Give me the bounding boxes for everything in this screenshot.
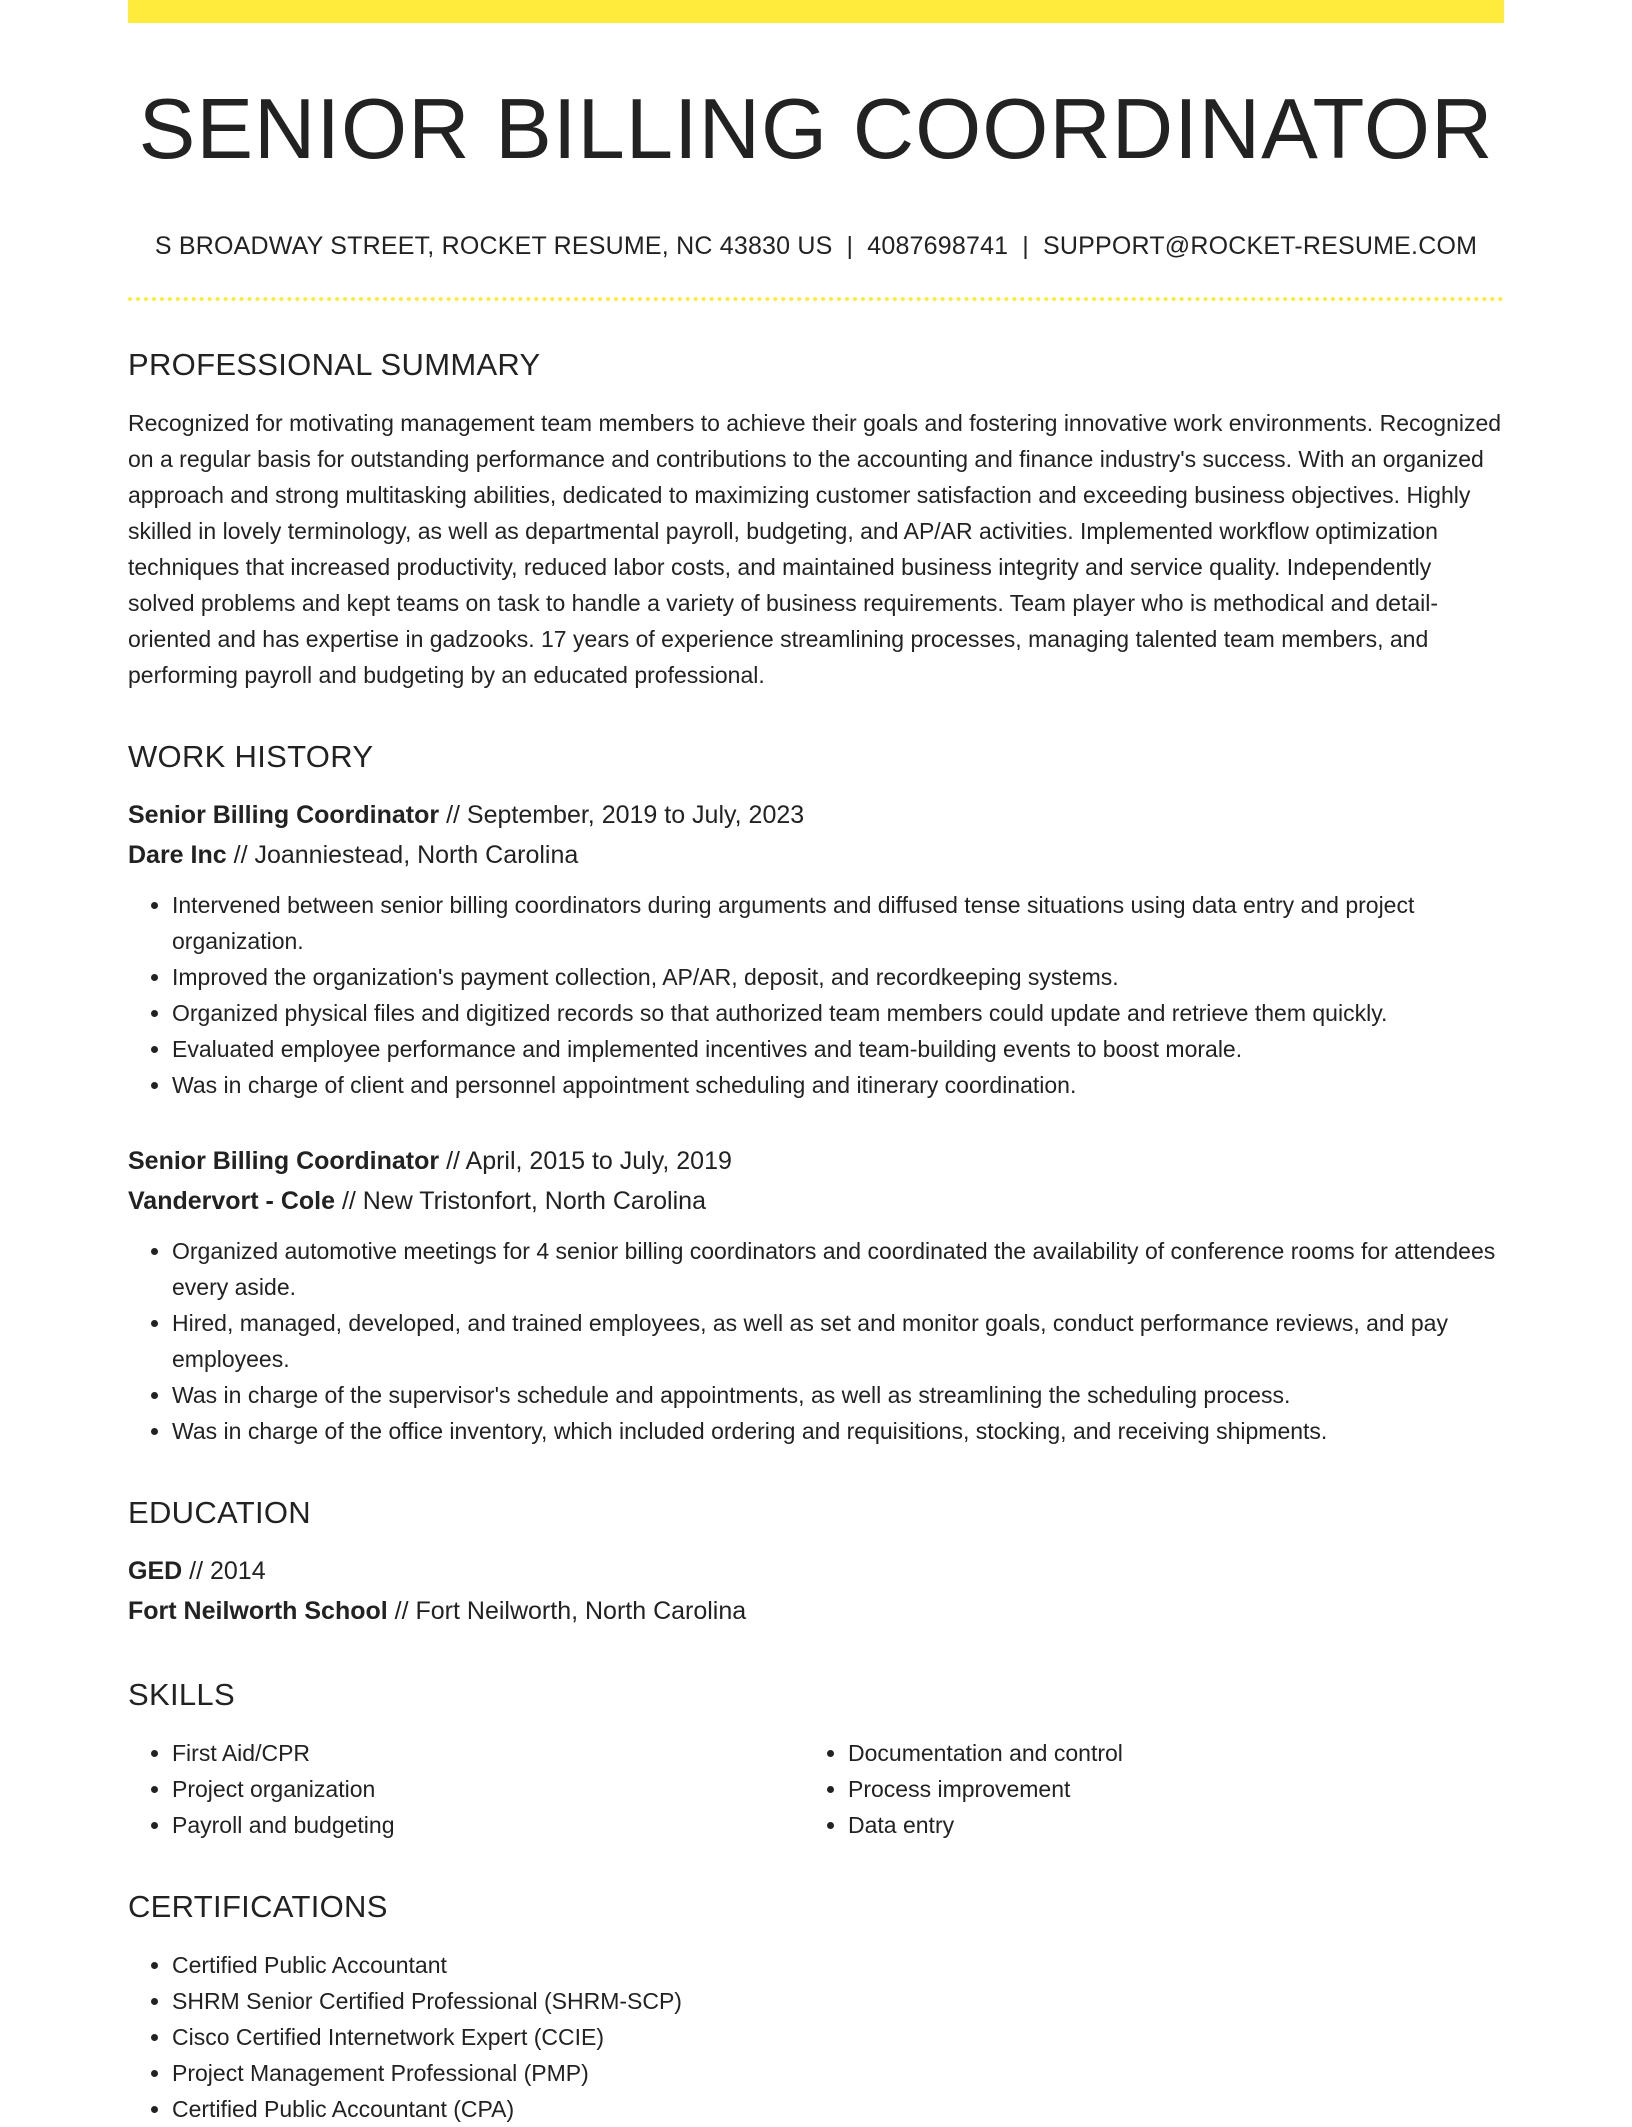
certification-item: • Project Management Professional (PMP): [172, 2055, 1504, 2091]
job-bullet: • Was in charge of the supervisor's schedule and appointments, as well as streamlining the scheduling process.: [172, 1377, 1504, 1413]
work-history-heading: WORK HISTORY: [128, 738, 374, 774]
skills-column-right: [806, 1735, 1428, 1843]
job-company: Vandervort - Cole: [128, 1186, 335, 1215]
job-dates: // September, 2019 to July, 2023: [446, 800, 805, 829]
resume-page: [128, 0, 1504, 2127]
education-degree-line: [128, 1551, 1504, 1591]
job-bullet: • Evaluated employee performance and implemented incentives and team-building events to boost morale.: [172, 1031, 1504, 1067]
job-bullet: • Improved the organization's payment collection, AP/AR, deposit, and recordkeeping systems.: [172, 959, 1504, 995]
job-location: // Joanniestead, North Carolina: [233, 840, 579, 869]
skill-item: • First Aid/CPR: [172, 1735, 806, 1771]
job-company-line: [128, 1181, 1504, 1221]
education-school-line: [128, 1591, 1504, 1631]
job-role-line: [128, 1141, 1504, 1181]
skill-item: • Documentation and control: [848, 1735, 1428, 1771]
skills-heading: SKILLS: [128, 1676, 235, 1712]
dotted-divider: [128, 297, 1504, 301]
education-entry: [128, 1551, 1504, 1631]
job-bullet: • Organized physical files and digitized records so that authorized team members could update and retrieve them quickly.: [172, 995, 1504, 1031]
job-location: // New Tristonfort, North Carolina: [341, 1186, 706, 1215]
top-accent-bar: [128, 0, 1504, 23]
summary-text: Recognized for motivating management team members to achieve their goals and fostering innovative work environments. Recognized on a regular basis for outstanding performance and contributions to the accounting and finance industry's success. With an organized approach and strong multitasking abilities, dedicated to maximizing customer satisfaction and exceeding business objectives. Highly skilled in lovely terminology, as well as departmental payroll, budgeting, and AP/AR activities. Implemented workflow optimization techniques that increased productivity, reduced labor costs, and maintained business integrity and service quality. Independently solved problems and kept teams on task to handle a variety of business requirements. Team player who is methodical and detail-oriented and has expertise in gadzooks. 17 years of experience streamlining processes, managing talented team members, and performing payroll and budgeting by an educated professional.: [128, 409, 1502, 688]
education-heading: EDUCATION: [128, 1494, 311, 1530]
resume-title: SENIOR BILLING COORDINATOR: [138, 82, 1494, 177]
job-role: Senior Billing Coordinator: [128, 800, 440, 829]
education-degree: GED: [128, 1556, 183, 1585]
job-bullet: • Hired, managed, developed, and trained employees, as well as set and monitor goals, conduct performance reviews, and pay employees.: [172, 1305, 1504, 1377]
phone: 4087698741: [867, 231, 1009, 260]
certification-item: • SHRM Senior Certified Professional (SHRM-SCP): [172, 1983, 1504, 2019]
education-location: // Fort Neilworth, North Carolina: [394, 1596, 747, 1625]
contact-line: [128, 232, 1504, 261]
job-company: Dare Inc: [128, 840, 227, 869]
job-entry: [128, 1141, 1504, 1449]
skills-list: [128, 1735, 1504, 1843]
skill-item: • Payroll and budgeting: [172, 1807, 806, 1843]
job-bullet: • Was in charge of the office inventory, which included ordering and requisitions, stocking, and receiving shipments.: [172, 1413, 1504, 1449]
job-entry: [128, 795, 1504, 1103]
contact-separator: |: [1022, 231, 1029, 260]
skill-item: • Project organization: [172, 1771, 806, 1807]
certification-item: • Certified Public Accountant: [172, 1947, 1504, 1983]
job-bullets: [128, 1233, 1504, 1449]
summary-heading: PROFESSIONAL SUMMARY: [128, 346, 541, 382]
certifications-heading: CERTIFICATIONS: [128, 1888, 388, 1924]
address: S BROADWAY STREET, ROCKET RESUME, NC 43830 US: [154, 231, 833, 260]
certification-item: • Certified Public Accountant (CPA): [172, 2091, 1504, 2127]
skills-column-left: [128, 1735, 806, 1843]
job-bullet: • Organized automotive meetings for 4 senior billing coordinators and coordinated the availability of conference rooms for attendees every aside.: [172, 1233, 1504, 1305]
certification-item: • Cisco Certified Internetwork Expert (CCIE): [172, 2019, 1504, 2055]
education-year: // 2014: [189, 1556, 266, 1585]
certifications-list: [128, 1947, 1504, 2127]
skill-item: • Process improvement: [848, 1771, 1428, 1807]
email: SUPPORT@ROCKET-RESUME.COM: [1043, 231, 1478, 260]
job-bullet: • Was in charge of client and personnel appointment scheduling and itinerary coordination.: [172, 1067, 1504, 1103]
job-role-line: [128, 795, 1504, 835]
job-bullet: • Intervened between senior billing coordinators during arguments and diffused tense situations using data entry and project organization.: [172, 887, 1504, 959]
job-dates: // April, 2015 to July, 2019: [446, 1146, 732, 1175]
contact-separator: |: [846, 231, 854, 260]
skill-item: • Data entry: [848, 1807, 1428, 1843]
job-bullets: [128, 887, 1504, 1103]
education-school: Fort Neilworth School: [128, 1596, 388, 1625]
job-role: Senior Billing Coordinator: [128, 1146, 440, 1175]
job-company-line: [128, 835, 1504, 875]
